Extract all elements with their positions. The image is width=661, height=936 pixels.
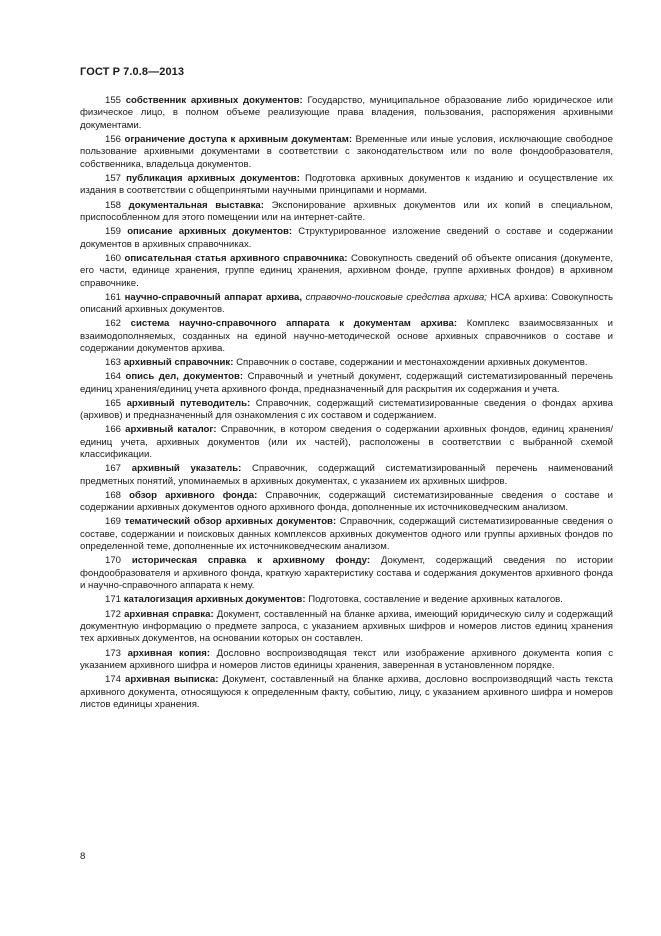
term-name: описательная статья архивного справочника: bbox=[124, 252, 348, 264]
term-definition: Справочник, содержащий систематизированный перечень наименований предметных понятий, упоминаемых в архивных документах, с указанием их архивных шифров. bbox=[80, 463, 613, 487]
page-number: 8 bbox=[80, 851, 86, 862]
terms-section bbox=[80, 95, 613, 713]
term-definition: Справочник, содержащий систематизированные сведения о составе, содержании и поисковых данных комплексов архивных документов одного или группы архивных фондов по определенной теме, дополненные их источниковедческим анализом. bbox=[80, 516, 613, 553]
term-name: описание архивных документов: bbox=[127, 226, 293, 238]
term-entry bbox=[80, 674, 613, 711]
term-name: опись дел, документов: bbox=[125, 371, 244, 383]
term-number: 164 bbox=[105, 371, 122, 383]
term-entry bbox=[80, 253, 613, 290]
term-entry bbox=[80, 318, 613, 355]
term-entry bbox=[80, 357, 613, 369]
term-number: 157 bbox=[105, 173, 122, 184]
term-definition: Справочный и учетный документ, содержащий систематизированный перечень единиц хранения/единиц учета архивного фонда, предназначенный для раскрытия их содержания и учета. bbox=[80, 371, 614, 395]
term-entry bbox=[80, 398, 613, 423]
term-synonym: справочно-поисковые средства архива; bbox=[305, 291, 487, 303]
term-entry bbox=[80, 173, 613, 198]
term-number: 155 bbox=[105, 95, 122, 106]
term-name: историческая справка к архивному фонду: bbox=[131, 555, 371, 567]
term-entry bbox=[80, 555, 613, 592]
term-definition: Дословно воспроизводящая текст или изображение архивного документа копия с указанием архивного шифра и номеров листов единицы хранения, заверенная в установленном порядке. bbox=[80, 647, 613, 672]
term-definition: Подготовка архивных документов к изданию и осуществление их издания в соответствии с общепринятыми научными принципами и нормами. bbox=[80, 173, 613, 197]
term-entry bbox=[80, 134, 613, 171]
term-number: 158 bbox=[105, 199, 122, 211]
term-name: научно-справочный аппарат архива, bbox=[124, 291, 303, 303]
term-name: публикация архивных документов: bbox=[126, 173, 300, 184]
term-number: 159 bbox=[105, 226, 122, 238]
term-number: 172 bbox=[105, 608, 122, 620]
term-number: 170 bbox=[105, 555, 122, 567]
term-number: 168 bbox=[105, 489, 122, 501]
term-number: 156 bbox=[105, 134, 122, 145]
term-entry bbox=[80, 371, 613, 396]
term-definition: Справочник, содержащий систематизированные сведения о составе и содержании архивных документов одного архивного фонда, дополненные их источниковедческим анализом. bbox=[80, 489, 613, 514]
term-name: архивный указатель: bbox=[131, 463, 242, 475]
term-number: 160 bbox=[105, 252, 122, 264]
term-name: архивная справка: bbox=[124, 608, 214, 620]
term-number: 169 bbox=[105, 516, 122, 528]
term-entry bbox=[80, 516, 613, 553]
term-name: архивный справочник: bbox=[123, 357, 234, 369]
term-definition: Справочник, содержащий систематизированные сведения о фондах архива (архивов) и предназначенный для ознакомления с их составом и содержанием. bbox=[80, 397, 614, 422]
term-entry bbox=[80, 648, 613, 673]
term-name: архивный путеводитель: bbox=[126, 397, 251, 409]
term-definition: Комплекс взаимосвязанных и взаимодополняемых, созданных на единой научно-методической основе архивных справочников о составе и содержании документов архива. bbox=[80, 318, 613, 355]
term-definition: Справочник о составе, содержании и местонахождении архивных документов. bbox=[236, 357, 588, 369]
term-number: 165 bbox=[105, 397, 122, 409]
term-definition: Подготовка, составление и ведение архивных каталогов. bbox=[308, 594, 563, 606]
term-definition: Справочник, в котором сведения о содержании архивных фондов, единиц хранения/единиц учета, архивных документов (или их частей), расположены в соответствии с выбранной схемой классификации. bbox=[80, 424, 613, 461]
term-name: обзор архивного фонда: bbox=[129, 489, 258, 501]
term-name: архивная выписка: bbox=[125, 674, 219, 686]
term-name: система научно-справочного аппарата к документам архива: bbox=[130, 318, 458, 330]
term-name: каталогизация архивных документов: bbox=[123, 594, 306, 606]
term-entry bbox=[80, 292, 613, 317]
term-definition: Документ, содержащий сведения по истории фондообразователя и архивного фонда, краткую характеристику состава и содержания документов архивного фонда и научно-справочного аппарата к нему. bbox=[80, 555, 613, 592]
term-number: 173 bbox=[105, 647, 122, 659]
term-definition: Документ, составленный на бланке архива, дословно воспроизводящий часть текста архивного документа, относящуюся к определенным факту, событию, лицу, с указанием архивного шифра и номеров листов единицы хранения. bbox=[80, 674, 614, 711]
term-name: архивная копия: bbox=[127, 647, 211, 659]
term-number: 162 bbox=[105, 318, 122, 330]
term-entry bbox=[80, 95, 613, 132]
term-entry bbox=[80, 200, 613, 225]
term-entry bbox=[80, 490, 613, 515]
term-name: тематический обзор архивных документов: bbox=[124, 516, 337, 528]
term-number: 163 bbox=[105, 357, 122, 369]
term-name: ограничение доступа к архивным документам: bbox=[124, 134, 353, 145]
term-name: собственник архивных документов: bbox=[125, 95, 303, 106]
term-entry bbox=[80, 424, 613, 461]
term-entry bbox=[80, 594, 613, 606]
term-definition: НСА архива: Совокупность описаний архивных документов. bbox=[80, 291, 614, 316]
term-definition: Совокупность сведений об объекте описания (документе, его части, единице хранения, группе единиц хранения, архивном фонде, группе архивных фондов) в архивном справочнике. bbox=[80, 252, 614, 289]
term-definition: Временные или иные условия, исключающие свободное пользование архивными документами в соответствии с законодательством или по воле фондообразователя, собственника, владельца документов. bbox=[80, 134, 613, 170]
document-header: ГОСТ Р 7.0.8—2013 bbox=[80, 66, 185, 78]
term-definition: Экспонирование архивных документов или их копий в специальном, приспособленном для этого помещении или на интернет-сайте. bbox=[80, 199, 613, 223]
term-definition: Документ, составленный на бланке архива, имеющий юридическую силу и содержащий документную информацию о предмете запроса, с указанием архивных шифров и номеров листов единиц хранения тех архивных документов, на основании которых он составлен. bbox=[80, 608, 614, 645]
term-number: 161 bbox=[105, 291, 122, 303]
term-entry bbox=[80, 609, 613, 646]
term-number: 166 bbox=[105, 424, 122, 436]
term-name: документальная выставка: bbox=[128, 199, 264, 211]
term-entry bbox=[80, 226, 613, 251]
term-number: 167 bbox=[105, 463, 122, 475]
term-definition: Государство, муниципальное образование либо юридическое или физическое лицо, в полном объеме реализующие права владения, пользования, распоряжения архивными документами. bbox=[80, 95, 613, 131]
term-name: архивный каталог: bbox=[125, 424, 217, 436]
term-entry bbox=[80, 463, 613, 488]
term-number: 171 bbox=[105, 594, 122, 606]
term-definition: Структурированное изложение сведений о составе и содержании документов в архивных справочниках. bbox=[80, 226, 614, 250]
term-number: 174 bbox=[105, 674, 122, 686]
